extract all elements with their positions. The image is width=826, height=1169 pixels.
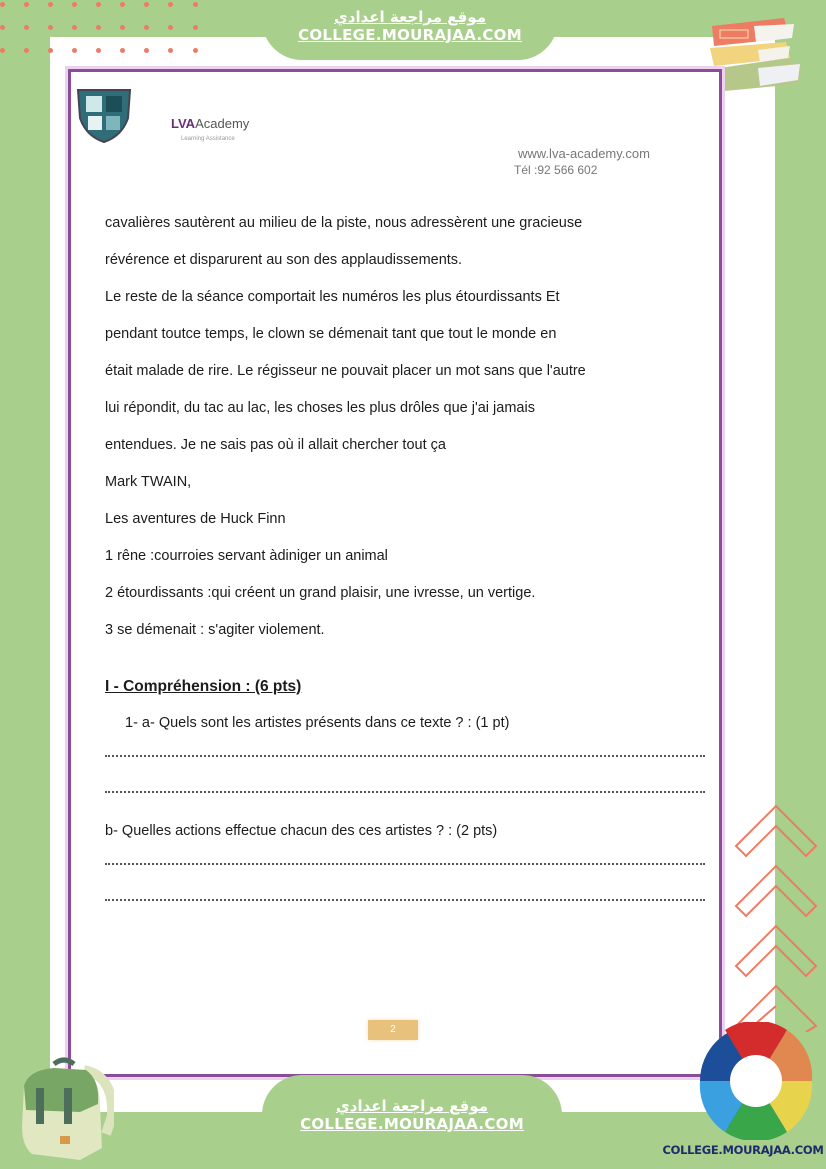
footnote-1: 1 rêne :courroies servant àdiniger un animal xyxy=(105,548,388,564)
text-line: Le reste de la séance comportait les numéros les plus étourdissants Et xyxy=(105,289,560,305)
bottom-watermark-arabic: موقع مراجعة اعدادي xyxy=(336,1097,488,1115)
website-link[interactable]: www.lva-academy.com xyxy=(518,146,650,161)
text-line: cavalières sautèrent au milieu de la piste, nous adressèrent une gracieuse xyxy=(105,215,583,231)
document-body xyxy=(105,209,705,925)
question-1a: 1- a- Quels sont les artistes présents dans ce texte ? : (1 pt) xyxy=(125,715,510,731)
document-frame xyxy=(68,69,722,1077)
decorative-dots xyxy=(0,0,200,55)
bottom-watermark-tab xyxy=(262,1075,562,1169)
text-line: lui répondit, du tac au lac, les choses les plus drôles que j'ai jamais xyxy=(105,400,535,416)
answer-line[interactable] xyxy=(105,781,705,817)
text-line: pendant toutce temps, le clown se démenait tant que tout le monde en xyxy=(105,326,557,342)
answer-line[interactable] xyxy=(105,853,705,889)
phone-number: Tél :92 566 602 xyxy=(514,163,598,177)
question-1b: b- Quelles actions effectue chacun des ces artistes ? : (2 pts) xyxy=(105,823,498,839)
text-line: entendues. Je ne sais pas où il allait chercher tout ça xyxy=(105,437,446,453)
education-wheel-logo-icon xyxy=(695,1022,817,1140)
chevron-up-decoration-icon xyxy=(734,792,820,1032)
academy-shield-logo-icon xyxy=(76,86,132,144)
text-line: était malade de rire. Le régisseur ne pouvait placer un mot sans que l'autre xyxy=(105,363,586,379)
answer-line[interactable] xyxy=(105,889,705,925)
brand-tagline: Learning Assistance xyxy=(181,136,235,142)
contact-block xyxy=(514,146,650,178)
top-watermark-arabic: موقع مراجعة اعدادي xyxy=(334,8,486,26)
bottom-watermark-url[interactable]: COLLEGE.MOURAJAA.COM xyxy=(300,1115,524,1133)
top-watermark-url[interactable]: COLLEGE.MOURAJAA.COM xyxy=(298,26,522,44)
backpack-icon xyxy=(14,1056,114,1166)
footnote-2: 2 étourdissants :qui créent un grand plaisir, une ivresse, un vertige. xyxy=(105,585,536,601)
page-number: 2 xyxy=(368,1020,418,1040)
section-title: I - Compréhension : (6 pts) xyxy=(105,678,302,695)
top-watermark-tab xyxy=(262,0,558,60)
text-line: révérence et disparurent au son des applaudissements. xyxy=(105,252,463,268)
author-line: Mark TWAIN, xyxy=(105,474,192,490)
footnote-3: 3 se démenait : s'agiter violement. xyxy=(105,622,325,638)
brand-name: LVAAcademy xyxy=(171,116,250,131)
book-title-line: Les aventures de Huck Finn xyxy=(105,511,286,527)
answer-line[interactable] xyxy=(105,745,705,781)
wheel-logo-label: COLLEGE.MOURAJAA.COM xyxy=(662,1143,824,1157)
